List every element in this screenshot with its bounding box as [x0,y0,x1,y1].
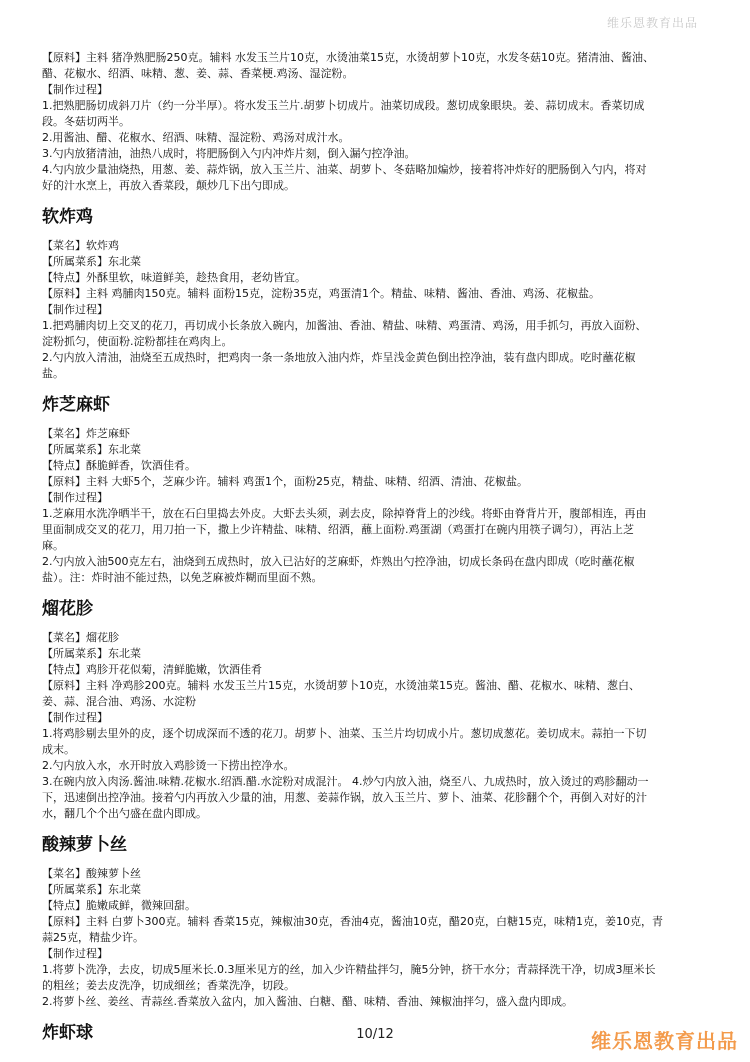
page-number: 10/12 [356,1027,394,1042]
text-line: 下，迅速倒出控净油。接着勺内再放入少量的油，用葱、姜蒜作锅，放入玉兰片、萝卜、油菜、花胗翻个个，再倒入对好的汁 [42,791,647,804]
text-line: 盐）。注：炸时油不能过热，以免芝麻被炸糊而里面不熟。 [42,571,323,584]
recipe-section [42,206,710,382]
text-line: 【制作过程】 [42,491,108,504]
text-line: 淀粉抓匀，使面粉.淀粉都挂在鸡肉上。 [42,335,233,348]
recipe-section [42,834,710,1010]
document-body [42,50,710,1054]
text-line: 【菜名】炸芝麻虾 [42,427,130,440]
text-line: 4.勺内放少量油烧热，用葱、姜、蒜炸锅，放入玉兰片、油菜、胡萝卜、冬菇略加煸炒，接着将冲炸好的肥肠倒入勺内，将对 [42,163,647,176]
text-line: 【所属菜系】东北菜 [42,255,141,268]
recipe-section [42,394,710,586]
text-line: 1.将萝卜洗净，去皮，切成5厘米长.0.3厘米见方的丝，加入少许精盐拌匀，腌5分钟，挤干水分；青蒜择洗干净，切成3厘米长 [42,963,656,976]
text-line: 盐。 [42,367,64,380]
text-line: 1.将鸡胗剔去里外的皮，逐个切成深而不透的花刀。胡萝卜、油菜、玉兰片均切成小片。葱切成葱花。姜切成末。蒜拍一下切 [42,727,647,740]
text-line: 【所属菜系】东北菜 [42,883,141,896]
text-line: 【所属菜系】东北菜 [42,647,141,660]
text-line: 【制作过程】 [42,711,108,724]
text-line: 【原料】主料 猪净熟肥肠250克。辅料 水发玉兰片10克，水烫油菜15克，水烫胡萝卜10克，水发冬菇10克。猪清油、酱油、 [42,51,654,64]
text-line: 1.把鸡脯肉切上交叉的花刀，再切成小长条放入碗内，加酱油、香油、精盐、味精、鸡蛋清、鸡汤，用手抓匀，再放入面粉、 [42,319,647,332]
text-line: 【特点】酥脆鲜香，饮酒佳肴。 [42,459,196,472]
text-line: 【菜名】软炸鸡 [42,239,119,252]
text-line: 【特点】外酥里软，味道鲜美，趁热食用，老幼皆宜。 [42,271,306,284]
text-line: 【所属菜系】东北菜 [42,443,141,456]
text-line: 1.把熟肥肠切成斜刀片（约一分半厚）。将水发玉兰片.胡萝卜切成片。油菜切成段。葱切成象眼块。姜、蒜切成末。香菜切成 [42,99,645,112]
text-line: 2.将萝卜丝、姜丝、青蒜丝.香菜放入盆内，加入酱油、白糖、醋、味精、香油、辣椒油拌匀，盛入盘内即成。 [42,995,573,1008]
recipe-title: 炸芝麻虾 [42,395,110,415]
text-line: 3.在碗内放入肉汤.酱油.味精.花椒水.绍酒.醋.水淀粉对成混汁。 4.炒勺内放入油，烧至八、九成热时，放入烫过的鸡胗翻动一 [42,775,649,788]
recipe-list [42,206,710,1044]
text-line: 水，翻几个个出勺盛在盘内即成。 [42,807,207,820]
text-line: 成末。 [42,743,75,756]
text-line: 姜、蒜、混合油、鸡汤、水淀粉 [42,695,196,708]
text-line: 【原料】主料 白萝卜300克。辅料 香菜15克，辣椒油30克，香油4克，酱油10克，醋20克，白糖15克，味精1克，姜10克，青 [42,915,663,928]
text-line: 段。冬菇切两半。 [42,115,130,128]
text-line: 1.芝麻用水洗净晒半干，放在石臼里捣去外皮。大虾去头须，剥去皮，除掉脊背上的沙线。将虾由脊背片开，腹部相连，再由 [42,507,647,520]
text-line: 【制作过程】 [42,83,108,96]
text-line: 【制作过程】 [42,303,108,316]
text-line: 【原料】主料 大虾5个，芝麻少许。辅料 鸡蛋1个，面粉25克，精盐、味精、绍酒、清油、花椒盐。 [42,475,528,488]
text-line: 醋、花椒水、绍酒、味精、葱、姜、蒜、香菜梗.鸡汤、湿淀粉。 [42,67,354,80]
watermark-top: 维乐恩教育出品 [606,16,698,30]
text-line: 里面制成交叉的花刀，用刀拍一下，撒上少许精盐、味精、绍酒，蘸上面粉.鸡蛋湖（鸡蛋打在碗内用筷子调匀），再沾上芝 [42,523,634,536]
text-line: 2.勺内放入水，水开时放入鸡胗烫一下捞出控净水。 [42,759,295,772]
text-line: 【菜名】酸辣萝卜丝 [42,867,141,880]
watermark-bottom: 维乐恩教育出品 [591,1029,738,1053]
text-line: 麻。 [42,539,64,552]
text-line: 【特点】脆嫩咸鲜，微辣回甜。 [42,899,196,912]
recipe-title: 熘花胗 [42,599,93,619]
recipe-title: 酸辣萝卜丝 [42,835,127,855]
text-line: 好的汁水烹上，再放入香菜段，颠炒几下出勺即成。 [42,179,295,192]
text-line: 【菜名】熘花胗 [42,631,119,644]
text-line: 2.勺内放入油500克左右，油烧到五成热时，放入已沾好的芝麻虾，炸熟出勺控净油，切成长条码在盘内即成（吃时蘸花椒 [42,555,635,568]
text-line: 蒜25克，精盐少许。 [42,931,144,944]
intro-recipe [42,50,710,194]
recipe-title: 炸虾球 [42,1023,93,1043]
recipe-title: 软炸鸡 [42,207,93,227]
text-line: 【原料】主料 鸡脯肉150克。辅料 面粉15克，淀粉35克，鸡蛋清1个。精盐、味精、酱油、香油、鸡汤、花椒盐。 [42,287,600,300]
text-line: 2.用酱油、醋、花椒水、绍酒、味精、湿淀粉、鸡汤对成汁水。 [42,131,350,144]
recipe-section [42,598,710,822]
text-line: 2.勺内放入清油，油烧至五成热时，把鸡肉一条一条地放入油内炸，炸呈浅金黄色倒出控净油，装有盘内即成。吃时蘸花椒 [42,351,636,364]
text-line: 【制作过程】 [42,947,108,960]
text-line: 的粗丝；姜去皮洗净，切成细丝；香菜洗净，切段。 [42,979,295,992]
text-line: 【特点】鸡胗开花似菊，清鲜脆嫩，饮酒佳肴 [42,663,262,676]
text-line: 【原料】主料 净鸡胗200克。辅料 水发玉兰片15克，水烫胡萝卜10克，水烫油菜15克。酱油、醋、花椒水、味精、葱白、 [42,679,640,692]
text-line: 3.勺内放猪清油，油热八成时，将肥肠倒入勺内冲炸片刻，倒入漏勺控净油。 [42,147,416,160]
